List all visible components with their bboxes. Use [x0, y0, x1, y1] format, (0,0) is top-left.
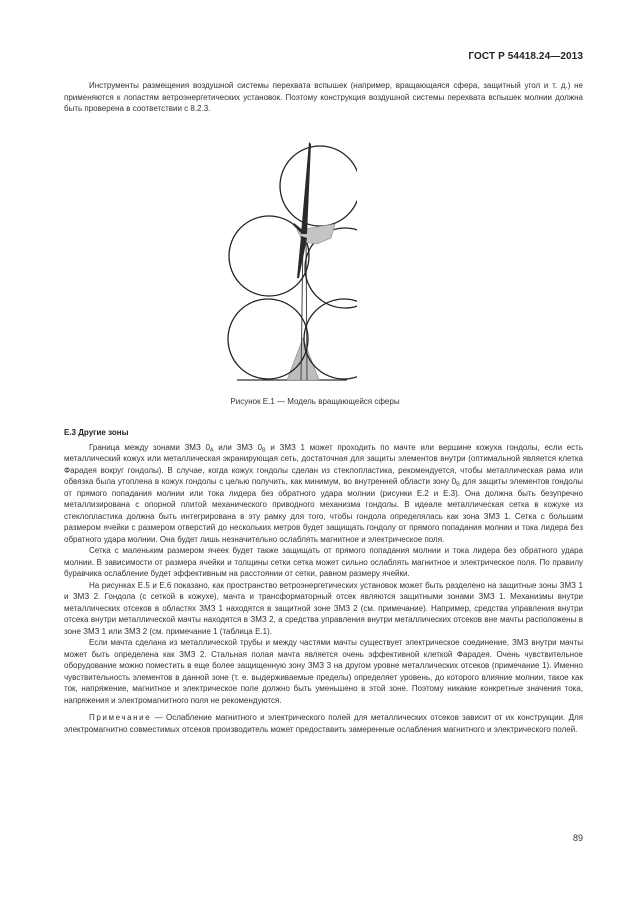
sphere-bottom-left [228, 299, 308, 379]
p1-part-c: и ЗМЗ 1 может проходить по мачте или вершине кожуха гондолы, если есть металлический кожух или металлическая экранирующая сеть, достаточная для защиты элементов внутри (оптимальной является клетка Фарадея вокруг гондолы). В случае, когда кожух гондолы сделан из стеклопластика, рекомендуется, чтобы металлическая рама или обвязка была утоплена в кожух гондолы с целью получить, как минимум, во внутренней области зону 0 [64, 442, 583, 486]
page-number: 89 [572, 833, 583, 843]
section-text-block [64, 427, 583, 735]
section-paragraph-3: На рисунках Е.5 и Е.6 показано, как пространство ветроэнергетических установок может быть разделено на защитные зоны ЗМЗ 1 и ЗМЗ 2. Гондола (с сеткой в кожухе), мачта и трансформаторный отсек являются защитными зонами ЗМЗ 1. Механизмы внутри металлических отсеков в областях ЗМЗ 1 находятся в защитной зоне ЗМЗ 2 (см. примечание). Например, средства управления внутри отсека внутри металлической мачты находятся в ЗМЗ 2, а средства управления внутри металлических отсеков вне мачты расположены в зоне ЗМЗ 1 или ЗМЗ 2 (см. примечание 1 (таблица Е.1). [64, 580, 583, 636]
p1-sub-b: B [262, 447, 266, 453]
figure-caption: Рисунок Е.1 — Модель вращающейся сферы [230, 397, 400, 406]
blade-upper [301, 142, 311, 234]
p1-sub-c: B [456, 481, 460, 488]
intro-text-block [64, 80, 583, 115]
section-paragraph-2: Сетка с маленьким размером ячеек будет также защищать от прямого попадания молнии и тока лидера без обратного удара молнии. В зависимости от размера ячейки и толщины сетки сетка может сильно ослаблять магнитное и электрическое поля. По правилу буравчика ослабление будет эффективным на расстоянии от сетки, равном размеру ячейки. [64, 546, 583, 578]
document-header-id: ГОСТ Р 54418.24—2013 [468, 51, 583, 62]
p1-part-d: для защиты элементов гондолы от прямого попадания молнии или тока лидера без обратного удара молнии (рисунки Е.2 и Е.3). Она должна быть безупречно металлизирована с опорной плитой механического приводного механизма гондолы. В идеале металлическая сетка в кожухе из стеклопластика должна быть интегрирована в эту рамку для того, чтобы гондола определялась как зона ЗМЗ 1. Сетка с большим размером ячейки с размером отверстий до нескольких метров будет защищать гондолу от прямого попадания молнии и тока лидера без обратного удара молнии. Она будет лишь незначительно ослаблять магнитное и электрическое поля. [64, 477, 583, 544]
note-text: — Ослабление магнитного и электрического полей для металлических отсеков зависит от их конструкции. Для электромагнитно совместимых отсеков производитель может предоставить замеренные ослабления магнитного и электрического полей. [64, 713, 583, 734]
p1-part-b: или ЗМЗ 0 [213, 442, 262, 452]
p1-part-a: Граница между зонами ЗМЗ 0 [89, 442, 210, 452]
p1-sub-a: A [209, 447, 214, 453]
section-title: Е.3 Другие зоны [64, 428, 129, 437]
rolling-sphere-figure [227, 140, 357, 385]
note-paragraph [64, 712, 583, 735]
section-paragraph-1 [64, 442, 583, 546]
section-paragraph-4: Если мачта сделана из металлической трубы и между частями мачты существует электрическое соединение, ЗМЗ внутри мачты может быть определена как ЗМЗ 2. Стальная полая мачта является очень эффективной клеткой Фарадея. Очень чувствительное оборудование можно поместить в еще более защищенную зону ЗМЗ 3 на другом уровне металлических отсеков (примечание 1). Именно чувствительность элементов в данной зоне (т. е. выдерживаемые пределы) определяет уровень, до которого влияние молнии, такое как ток, напряжение, магнитное и электрическое поле должно быть уменьшено в этой зоне. Поэтому никакие конкретные значения тока, напряжения и электромагнитного поля не рекомендуются. [64, 638, 583, 705]
intro-paragraph: Инструменты размещения воздушной системы перехвата вспышек (например, вращающаяся сфера, защитный угол и т. д.) не применяются к лопастям ветроэнергетических установок. Поэтому конструкция воздушной системы перехвата вспышек молнии должна быть проверена в соответствии с 8.2.3. [64, 81, 583, 113]
sphere-top [280, 146, 357, 226]
note-label: Примечание [89, 713, 152, 722]
